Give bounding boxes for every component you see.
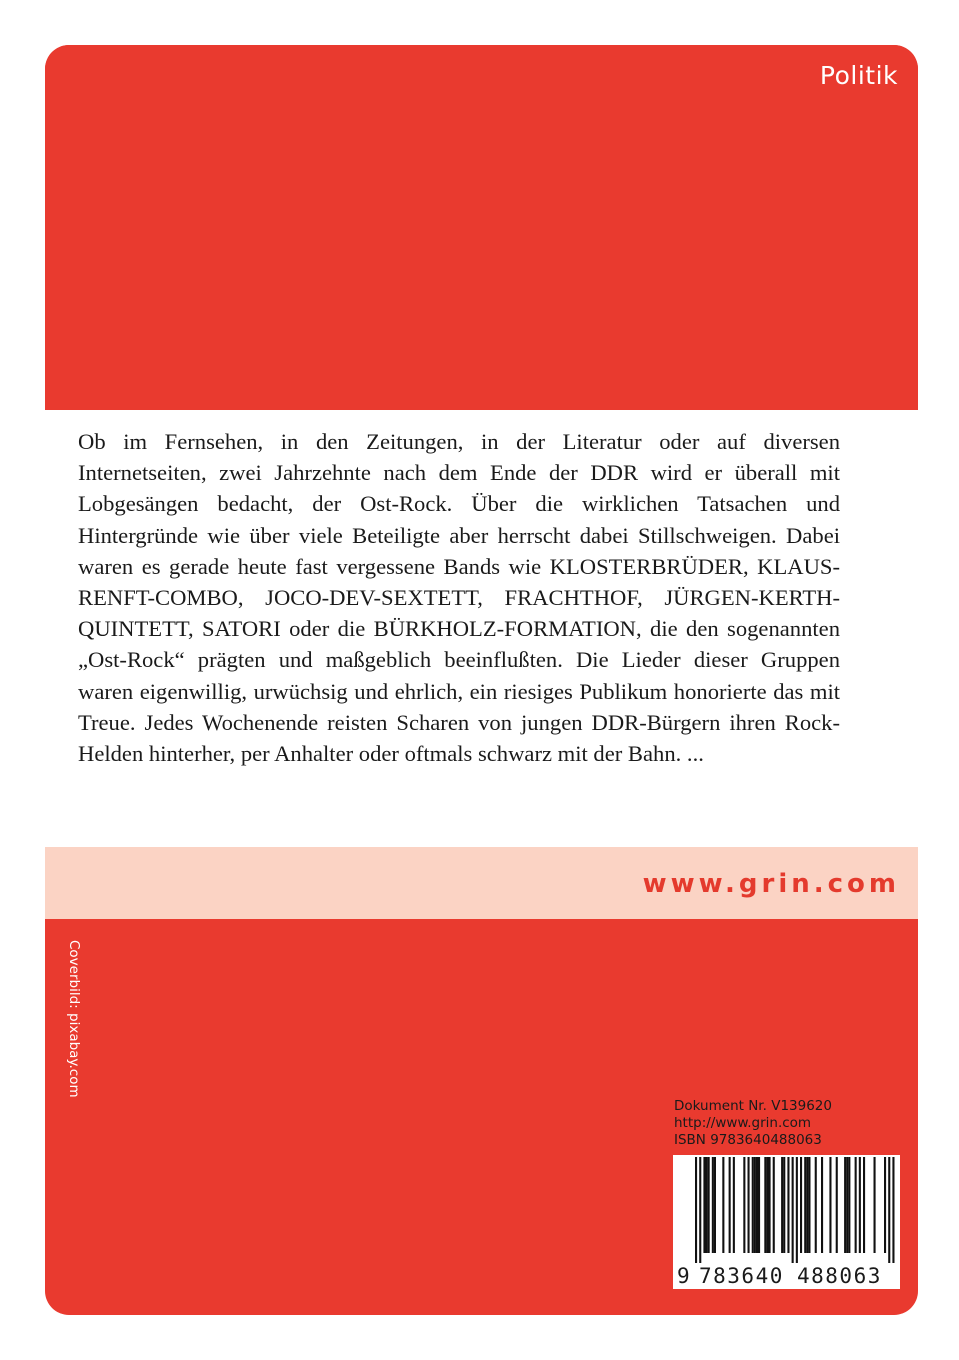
barcode-bar xyxy=(863,1157,865,1253)
barcode-bar xyxy=(844,1157,846,1253)
barcode-bar xyxy=(855,1157,857,1253)
barcode-bar xyxy=(756,1157,758,1253)
barcode-bar xyxy=(722,1157,724,1253)
barcode-bar xyxy=(874,1157,876,1253)
publisher-url[interactable]: www.grin.com xyxy=(642,869,900,899)
back-cover xyxy=(45,45,918,1315)
barcode-bar xyxy=(783,1157,785,1253)
top-color-band xyxy=(45,45,918,410)
barcode-bar xyxy=(752,1157,754,1253)
barcode-bar xyxy=(888,1157,890,1263)
barcode-bar xyxy=(748,1157,750,1253)
barcode-bar xyxy=(773,1157,775,1253)
barcode-bar xyxy=(836,1157,838,1253)
category-label: Politik xyxy=(819,61,898,90)
blurb-text: Ob im Fernsehen, in den Zeitungen, in der Literatur oder auf diversen Internetseiten, zwei Jahrzehnte nach dem Ende der DDR wird er überall mit Lobgesängen bedacht, der Ost-Rock. Über die wirklichen Tatsachen und Hintergründe wie über viele Beteiligte aber herrscht dabei Stillschweigen. Dabei waren es gerade heute fast vergessene Bands wie KLOSTERBRÜDER, KLAUS-RENFT-COMBO, JOCO-DEV-SEXTETT, FRACHTHOF, JÜRGEN-KERTH-QUINTETT, SATORI oder die BÜRKHOLZ-FORMATION, die den sogenannten „Ost-Rock“ prägten und maßgeblich beeinflußten. Die Lieder dieser Gruppen waren eigenwillig, urwüchsig und ehrlich, ein riesiges Publikum honorierte das mit Treue. Jedes Wochenende reisten Scharen von jungen DDR-Bürgern ihren Rock-Helden hinterher, per Anhalter oder oftmals schwarz mit der Bahn. ... xyxy=(78,429,840,767)
barcode-bar xyxy=(787,1157,789,1253)
barcode-digit-lead: 9 xyxy=(677,1264,690,1288)
barcode-bar xyxy=(695,1157,697,1263)
isbn-number: ISBN 9783640488063 xyxy=(674,1132,822,1148)
blurb-panel xyxy=(45,410,918,847)
barcode-bar xyxy=(808,1157,810,1253)
barcode-bar xyxy=(769,1157,771,1253)
barcode-bar xyxy=(706,1157,708,1253)
barcode-bar xyxy=(708,1157,710,1253)
barcode-bar xyxy=(766,1157,768,1253)
barcode-bars xyxy=(673,1155,900,1265)
barcode-bar xyxy=(792,1157,794,1263)
barcode-bar xyxy=(892,1157,894,1263)
barcode-bar xyxy=(743,1157,745,1253)
barcode-bar xyxy=(821,1157,823,1253)
barcode-bar xyxy=(764,1157,766,1253)
barcode-bar xyxy=(829,1157,831,1253)
barcode-bar xyxy=(733,1157,735,1253)
barcode-bar xyxy=(804,1157,806,1253)
imprint-website[interactable]: http://www.grin.com xyxy=(674,1115,812,1131)
barcode-bar xyxy=(848,1157,850,1253)
barcode-bar xyxy=(758,1157,760,1253)
url-band xyxy=(45,847,918,919)
barcode-digits xyxy=(677,1258,899,1288)
barcode-bar xyxy=(703,1157,705,1253)
cover-credit xyxy=(62,940,86,1140)
barcode-bar xyxy=(815,1157,817,1253)
barcode-bar xyxy=(859,1157,861,1253)
document-number: Dokument Nr. V139620 xyxy=(674,1098,832,1114)
barcode-bar xyxy=(714,1157,716,1253)
barcode-digit-group-2: 488063 xyxy=(797,1264,882,1288)
barcode-bar xyxy=(729,1157,731,1253)
barcode-bar xyxy=(884,1157,886,1253)
barcode-bar xyxy=(800,1157,802,1253)
barcode-digit-group-1: 783640 xyxy=(699,1264,784,1288)
barcode-bar xyxy=(806,1157,808,1253)
imprint-block xyxy=(674,1098,899,1149)
barcode-bar xyxy=(846,1157,848,1253)
barcode-bar xyxy=(796,1157,798,1263)
barcode-bar xyxy=(754,1157,756,1253)
isbn-barcode xyxy=(673,1155,900,1289)
barcode-bar xyxy=(699,1157,701,1263)
barcode-bar xyxy=(712,1157,714,1253)
barcode-bar xyxy=(781,1157,783,1253)
cover-credit-text: Coverbild: pixabay.com xyxy=(66,940,82,1098)
